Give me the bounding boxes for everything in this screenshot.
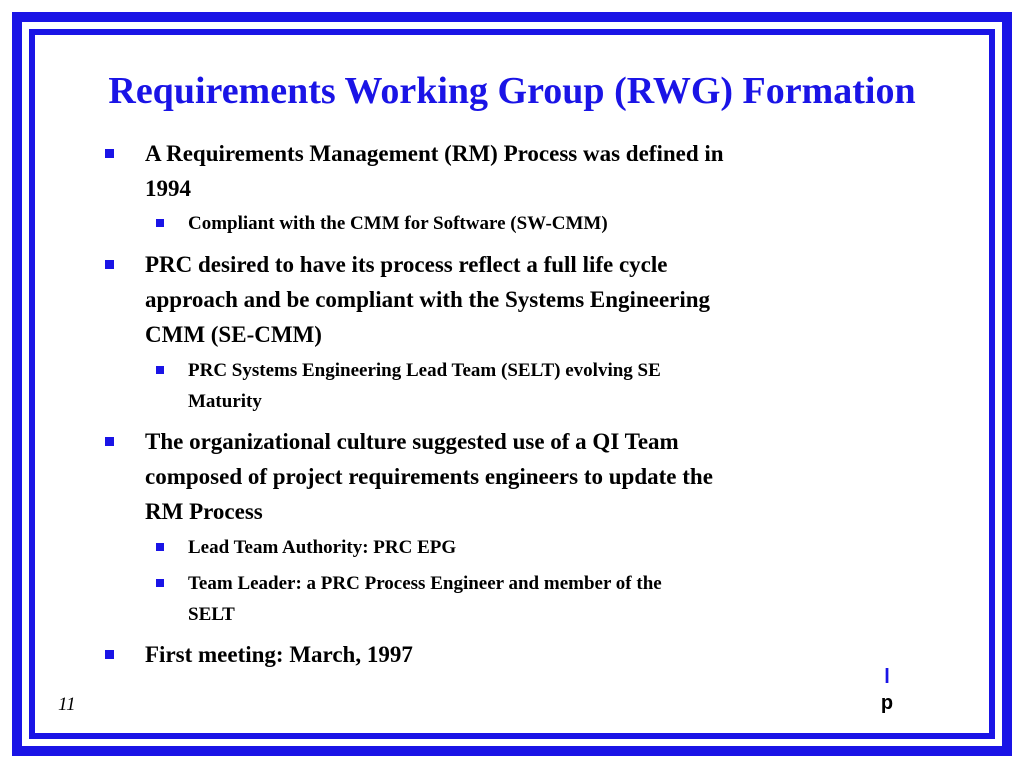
bullet-line: CMM (SE-CMM): [145, 322, 322, 347]
square-bullet-icon: [156, 366, 164, 374]
bullet-line: The organizational culture suggested use of a QI Team: [145, 429, 679, 454]
bullet-line: A Requirements Management (RM) Process was defined in: [145, 141, 724, 166]
sub-bullet-text: [188, 208, 828, 239]
bullet-text: [145, 424, 860, 529]
bullet-line: composed of project requirements engineers to update the: [145, 464, 713, 489]
square-bullet-icon: [105, 260, 114, 269]
logo-line-1: l: [884, 666, 890, 688]
slide-title: Requirements Working Group (RWG) Formation: [108, 70, 916, 112]
sub-bullet-text: [188, 532, 828, 563]
square-bullet-icon: [156, 543, 164, 551]
bullet-line: RM Process: [145, 499, 263, 524]
logo: [872, 664, 902, 716]
sub-bullet-line: Maturity: [188, 391, 262, 412]
bullet-line: First meeting: March, 1997: [145, 642, 413, 667]
bullet-line: approach and be compliant with the Systems Engineering: [145, 287, 711, 312]
sub-bullet-line: PRC Systems Engineering Lead Team (SELT) evolving SE: [188, 360, 661, 381]
bullet-text: [145, 136, 860, 206]
square-bullet-icon: [105, 437, 114, 446]
logo-line-2: p: [880, 692, 894, 714]
square-bullet-icon: [105, 149, 114, 158]
sub-bullet-line: Compliant with the CMM for Software (SW-CMM): [188, 213, 608, 234]
page-number: 11: [58, 694, 76, 715]
square-bullet-icon: [105, 650, 114, 659]
sub-bullet-line: Team Leader: a PRC Process Engineer and member of the: [188, 573, 662, 594]
sub-bullet-text: [188, 568, 828, 630]
square-bullet-icon: [156, 219, 164, 227]
sub-bullet-line: Lead Team Authority: PRC EPG: [188, 537, 457, 558]
square-bullet-icon: [156, 579, 164, 587]
bullet-text: [145, 247, 860, 352]
sub-bullet-text: [188, 355, 828, 417]
bullet-line: 1994: [145, 176, 191, 201]
sub-bullet-line: SELT: [188, 604, 235, 625]
bullet-text: [145, 637, 860, 672]
bullet-line: PRC desired to have its process reflect a full life cycle: [145, 252, 668, 277]
